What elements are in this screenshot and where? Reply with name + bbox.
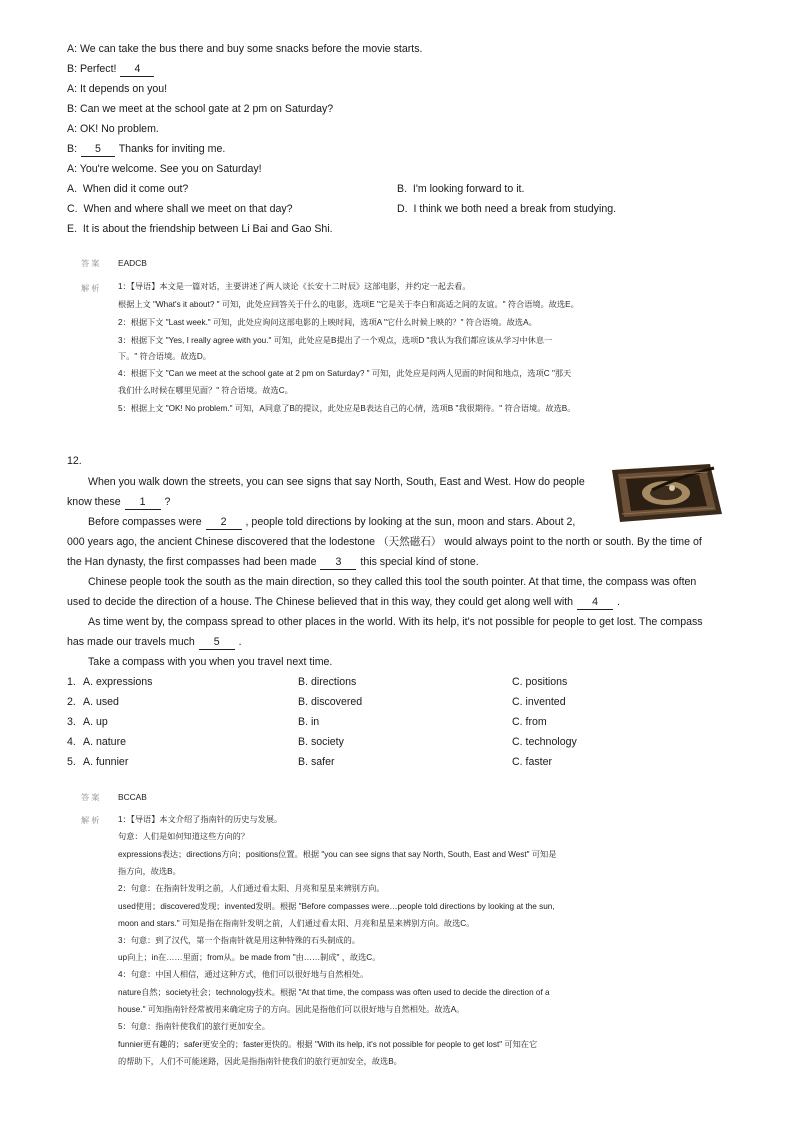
option-b[interactable]: B. society	[298, 736, 344, 748]
explanation-line: 我们什么时候在哪里见面？" 符合语境。故选C。	[118, 386, 293, 395]
blank-2[interactable]: 2	[206, 515, 242, 530]
blank-4[interactable]: 4	[577, 595, 613, 610]
option-e[interactable]: E. It is about the friendship between Li Bai and Gao Shi.	[67, 223, 333, 235]
explanation-line: funnier更有趣的；safer更安全的；faster更快的。根据 "With its help, it's not possible for people to get lost" 可知在它	[118, 1040, 538, 1049]
passage-line: has made our travels much 5 .	[67, 636, 242, 648]
option-row	[67, 755, 707, 769]
option-c[interactable]: C. positions	[512, 676, 568, 688]
explanation-line: 4：根据下文 "Can we meet at the school gate at 2 pm on Saturday? " 可知，此处应是问两人见面的时间和地点，选项C "那天	[118, 369, 572, 378]
option-b[interactable]: B. discovered	[298, 696, 363, 708]
option-c[interactable]: C. When and where shall we meet on that day?	[67, 203, 293, 215]
dialogue-line: B: 5 Thanks for inviting me.	[67, 143, 226, 155]
passage-line: the Han dynasty, the first compasses had been made 3 this special kind of stone.	[67, 556, 479, 568]
explanation-line: nature自然；society社会；technology技术。根据 "At that time, the compass was often used to decide the direction of a	[118, 988, 550, 997]
option-row	[67, 715, 707, 729]
passage-line: know these 1 ?	[67, 496, 171, 508]
explanation-line: expressions表达；directions方向；positions位置。根据 "you can see signs that say North, South, East and West" 可知是	[118, 850, 557, 859]
explanation-line: up向上；in在……里面；from从。be made from "由……制成" ，故选C。	[118, 953, 381, 962]
option-row	[67, 735, 707, 749]
option-number: 3.	[67, 716, 76, 728]
dialogue-line: A: You're welcome. See you on Saturday!	[67, 163, 262, 175]
explanation-line: 3：句意：到了汉代，第一个指南针就是用这种特殊的石头制成的。	[118, 936, 360, 945]
passage-line: 000 years ago, the ancient Chinese discovered that the lodestone （天然磁石） would always point to the north or south. By the time of	[67, 536, 702, 548]
explanation-line: 下。" 符合语境。故选D。	[118, 352, 211, 361]
explanation-line: 指方向，故选B。	[118, 867, 181, 876]
blank-4[interactable]: 4	[120, 62, 154, 77]
option-c[interactable]: C. technology	[512, 736, 577, 748]
option-a[interactable]: A. up	[83, 716, 108, 728]
explanation-line: 的帮助下，人们不可能迷路，因此是指指南针使我们的旅行更加安全，故选B。	[118, 1057, 402, 1066]
option-b[interactable]: B. directions	[298, 676, 357, 688]
explanation-line: 句意：人们是如何知道这些方向的？	[118, 832, 250, 841]
explanation-line: 3：根据下文 "Yes, I really agree with you." 可知，此处应是B提出了一个观点，选项D "我认为我们都应该从学习中休息一	[118, 336, 553, 345]
explanation-line: 4：句意：中国人相信，通过这种方式，他们可以很好地与自然相处。	[118, 970, 369, 979]
dialogue-line: A: It depends on you!	[67, 83, 168, 95]
option-a[interactable]: A. expressions	[83, 676, 153, 688]
explanation-line: 2：句意：在指南针发明之前，人们通过看太阳、月亮和星星来辨别方向。	[118, 884, 385, 893]
option-c[interactable]: C. from	[512, 716, 547, 728]
blank-3[interactable]: 3	[320, 555, 356, 570]
dialogue-line: A: OK! No problem.	[67, 123, 159, 135]
answer-label: 答案	[81, 259, 102, 268]
dialogue-line: B: Can we meet at the school gate at 2 pm on Saturday?	[67, 103, 334, 115]
blank-1[interactable]: 1	[125, 495, 161, 510]
option-a[interactable]: A. When did it come out?	[67, 183, 189, 195]
option-number: 2.	[67, 696, 76, 708]
explanation-line: 1：【导语】本文介绍了指南针的历史与发展。	[118, 815, 283, 824]
answer-value: BCCAB	[118, 792, 147, 802]
dialogue-line: B: Perfect! 4	[67, 62, 155, 77]
option-row	[67, 202, 707, 216]
option-b[interactable]: B. I'm looking forward to it.	[397, 183, 525, 195]
passage-line: As time went by, the compass spread to other places in the world. With its help, it's not possible for people to get lost. The compass	[88, 616, 703, 628]
option-d[interactable]: D. I think we both need a break from studying.	[397, 203, 617, 215]
explanation-line: 5：根据上文 "OK! No problem." 可知，A同意了B的提议，此处应是B表达自己的心情，选项B "我很期待。" 符合语境。故选B。	[118, 404, 576, 413]
explanation-line: moon and stars." 可知是指在指南针发明之前，人们通过看太阳、月亮和星星来辨别方向。故选C。	[118, 919, 475, 928]
explanation-line: 5：句意：指南针使我们的旅行更加安全。	[118, 1022, 270, 1031]
compass-image	[606, 458, 724, 524]
explanation-line: 根据上文 "What's it about? " 可知，此处应回答关于什么的电影，选项E "它是关于李白和高适之间的友谊。" 符合语境。故选E。	[118, 300, 579, 309]
option-b[interactable]: B. in	[298, 716, 320, 728]
passage-line: When you walk down the streets, you can see signs that say North, South, East and West. How do people	[88, 476, 585, 488]
answer-value: EADCB	[118, 258, 147, 268]
explanation-line: used使用；discovered发现；invented发明。根据 "Before compasses were…people told directions by looking at the sun,	[118, 902, 555, 911]
option-number: 5.	[67, 756, 76, 768]
option-a[interactable]: A. funnier	[83, 756, 129, 768]
option-row	[67, 182, 707, 196]
explanation-line: 2：根据下文 "Last week." 可知，此处应询问这部电影的上映时间，选项A "它什么时候上映的？" 符合语境。故选A。	[118, 318, 537, 327]
passage-line: Chinese people took the south as the main direction, so they called this tool the south pointer. At that time, the compass was often	[88, 576, 697, 588]
option-row	[67, 675, 707, 689]
option-c[interactable]: C. invented	[512, 696, 566, 708]
option-number: 4.	[67, 736, 76, 748]
option-c[interactable]: C. faster	[512, 756, 553, 768]
option-row	[67, 222, 707, 236]
explanation-line: house." 可知指南针经常被用来确定房子的方向。因此是指他们可以很好地与自然相处。故选A。	[118, 1005, 465, 1014]
blank-5[interactable]: 5	[199, 635, 235, 650]
question-number: 12.	[67, 455, 82, 467]
passage-line: Take a compass with you when you travel next time.	[88, 656, 333, 668]
passage-line: used to decide the direction of a house. The Chinese believed that in this way, they could get along well with 4 .	[67, 596, 620, 608]
answer-label: 答案	[81, 793, 102, 802]
option-row	[67, 695, 707, 709]
passage-line: Before compasses were 2 , people told directions by looking at the sun, moon and stars. About 2,	[88, 516, 576, 528]
option-a[interactable]: A. used	[83, 696, 119, 708]
dialogue-line: A: We can take the bus there and buy some snacks before the movie starts.	[67, 43, 423, 55]
option-a[interactable]: A. nature	[83, 736, 126, 748]
option-number: 1.	[67, 676, 76, 688]
option-b[interactable]: B. safer	[298, 756, 335, 768]
explanation-line: 1：【导语】本文是一篇对话，主要讲述了两人谈论《长安十二时辰》这部电影，并约定一起去看。	[118, 282, 471, 291]
explanation-label: 解析	[81, 816, 102, 825]
explanation-label: 解析	[81, 284, 102, 293]
blank-5[interactable]: 5	[81, 142, 115, 157]
